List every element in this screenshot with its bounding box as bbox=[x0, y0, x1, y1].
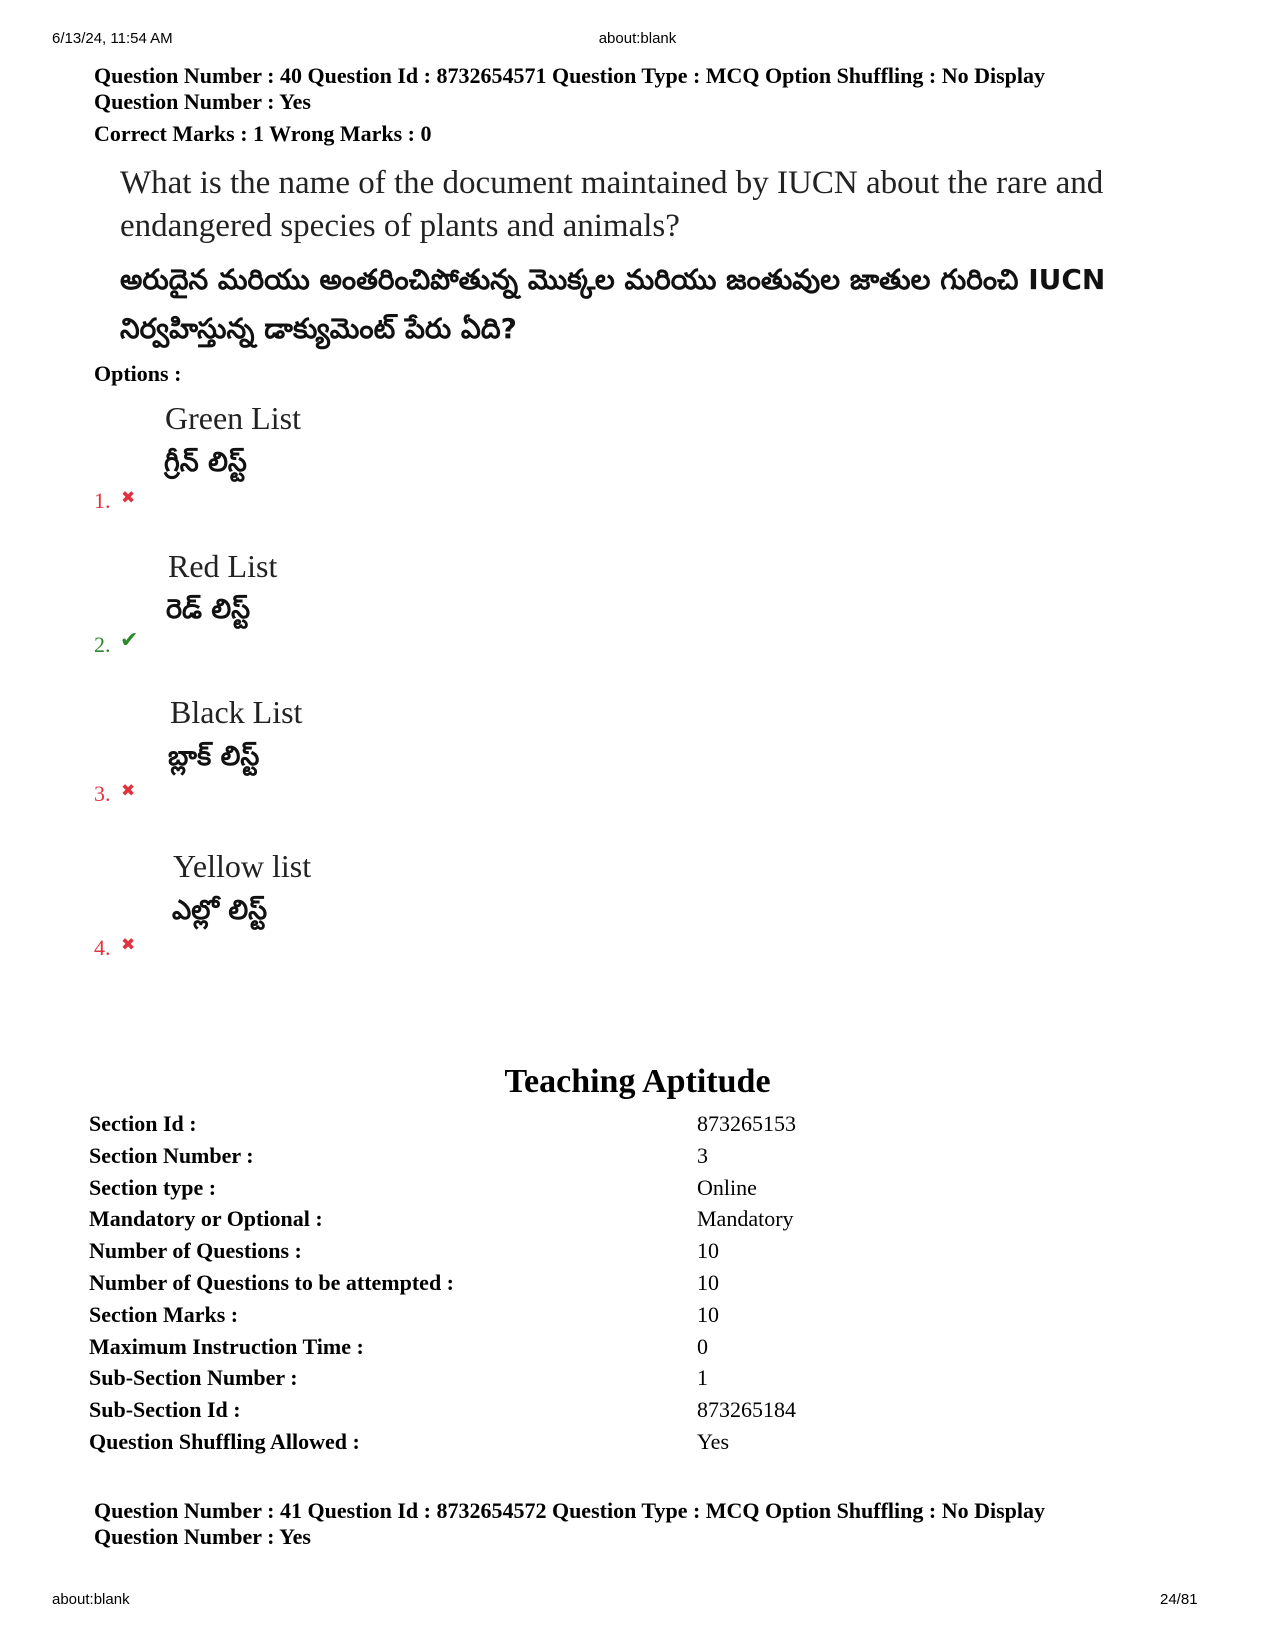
section-field-label: Sub-Section Id : bbox=[89, 1397, 241, 1423]
wrong-cross-icon: ✖ bbox=[121, 488, 136, 508]
section-title: Teaching Aptitude bbox=[504, 1063, 771, 1100]
correct-check-icon: ✔ bbox=[120, 628, 139, 653]
question-meta-line: Question Number : Yes bbox=[94, 1524, 311, 1549]
option-number: 4. bbox=[94, 935, 111, 960]
table-row bbox=[89, 1331, 997, 1363]
section-field-label: Number of Questions to be attempted : bbox=[89, 1269, 455, 1295]
question-41-meta bbox=[94, 1498, 1194, 1550]
option-3 bbox=[94, 694, 694, 824]
table-row bbox=[89, 1172, 997, 1204]
table-row bbox=[89, 1203, 997, 1235]
option-2 bbox=[94, 548, 694, 678]
section-field-value: 873265184 bbox=[697, 1397, 796, 1423]
option-4 bbox=[94, 848, 694, 978]
option-number: 3. bbox=[94, 781, 111, 806]
section-field-label: Section Marks : bbox=[89, 1301, 239, 1327]
option-text-telugu: ఎల్లో లిస్ట్ bbox=[172, 895, 268, 926]
section-field-value: 0 bbox=[697, 1333, 708, 1359]
print-datetime: 6/13/24, 11:54 AM bbox=[52, 30, 173, 47]
option-text-telugu: రెడ్ లిస్ట్ bbox=[166, 594, 251, 625]
section-field-value: 3 bbox=[697, 1142, 708, 1168]
question-text-english: What is the name of the document maintained by IUCN about the rare and endangered species of plants and animals? bbox=[120, 165, 1104, 244]
section-field-value: 10 bbox=[697, 1238, 719, 1264]
section-field-label: Section Id : bbox=[89, 1111, 197, 1136]
table-row bbox=[89, 1362, 997, 1394]
section-field-value: 10 bbox=[697, 1269, 719, 1295]
option-text-telugu: గ్రీన్ లిస్ట్ bbox=[164, 447, 247, 478]
option-text-telugu: బ్లాక్ లిస్ట్ bbox=[168, 741, 260, 772]
section-field-value: Online bbox=[697, 1174, 757, 1200]
option-1 bbox=[94, 400, 694, 530]
section-field-label: Sub-Section Number : bbox=[89, 1365, 298, 1391]
section-field-label: Mandatory or Optional : bbox=[89, 1206, 323, 1232]
wrong-cross-icon: ✖ bbox=[121, 935, 136, 955]
section-field-value: Yes bbox=[697, 1428, 730, 1454]
question-text-telugu: అరుదైన మరియు అంతరించిపోతున్న మొక్కల మరియు జంతువుల జాతుల గురించి IUCN నిర్వహిస్తున్న డాక్యుమెంట్ పేరు ఏది? bbox=[120, 263, 1106, 345]
section-field-label: Number of Questions : bbox=[89, 1238, 302, 1264]
table-row bbox=[89, 1426, 997, 1458]
section-field-value: Mandatory bbox=[697, 1206, 794, 1232]
section-field-label: Question Shuffling Allowed : bbox=[89, 1428, 360, 1454]
section-field-value: 1 bbox=[697, 1365, 708, 1391]
table-row bbox=[89, 1267, 997, 1299]
option-text-english: Black List bbox=[170, 694, 303, 730]
option-text-english: Green List bbox=[165, 400, 301, 436]
section-field-label: Maximum Instruction Time : bbox=[89, 1333, 364, 1359]
print-footer-url: about:blank bbox=[52, 1591, 130, 1608]
section-details-table bbox=[89, 1108, 997, 1458]
question-40-marks: Correct Marks : 1 Wrong Marks : 0 bbox=[94, 121, 432, 146]
option-text-english: Yellow list bbox=[173, 848, 312, 884]
table-row bbox=[89, 1108, 997, 1140]
question-meta-line: Question Number : Yes bbox=[94, 89, 311, 114]
option-number: 2. bbox=[94, 632, 111, 657]
question-40-meta bbox=[94, 63, 1194, 115]
section-field-value: 10 bbox=[697, 1301, 719, 1327]
table-row bbox=[89, 1299, 997, 1331]
option-text-english: Red List bbox=[168, 548, 278, 584]
table-row bbox=[89, 1235, 997, 1267]
section-field-label: Section type : bbox=[89, 1174, 217, 1200]
option-number: 1. bbox=[94, 488, 111, 513]
options-label: Options : bbox=[94, 361, 182, 386]
question-meta-line: Question Number : 40 Question Id : 8732654571 Question Type : MCQ Option Shuffling : No Display bbox=[94, 63, 1046, 88]
print-url: about:blank bbox=[598, 30, 677, 47]
table-row bbox=[89, 1140, 997, 1172]
page-number: 24/81 bbox=[1160, 1591, 1198, 1608]
question-meta-line: Question Number : 41 Question Id : 8732654572 Question Type : MCQ Option Shuffling : No Display bbox=[94, 1498, 1046, 1523]
table-row bbox=[89, 1394, 997, 1426]
section-field-label: Section Number : bbox=[89, 1142, 254, 1168]
wrong-cross-icon: ✖ bbox=[121, 781, 136, 801]
section-field-value: 873265153 bbox=[697, 1111, 796, 1136]
